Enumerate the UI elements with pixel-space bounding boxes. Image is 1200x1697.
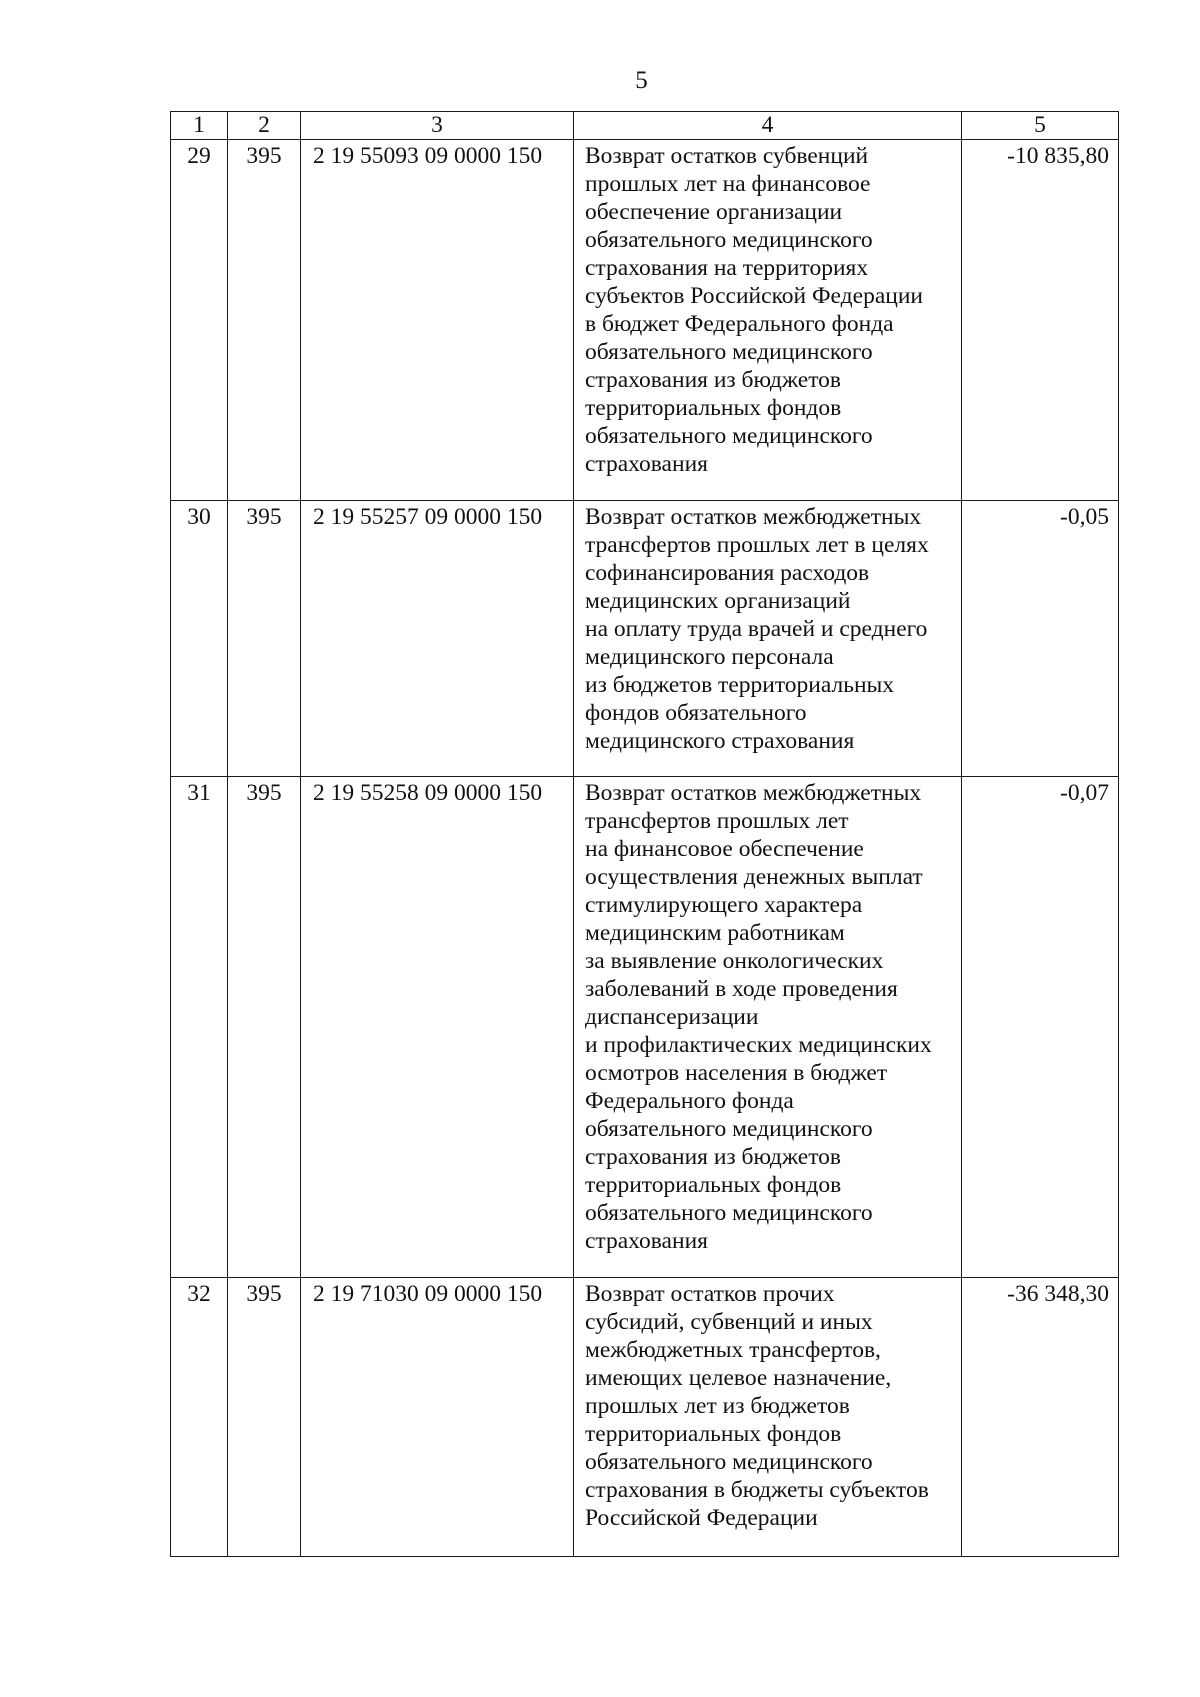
admin-code: 395 — [228, 777, 301, 1278]
row-number: 30 — [171, 501, 228, 777]
page-number: 5 — [635, 67, 648, 94]
budget-classification-code: 2 19 71030 09 0000 150 — [301, 1278, 574, 1557]
table-row — [171, 1278, 1119, 1557]
budget-classification-code: 2 19 55093 09 0000 150 — [301, 140, 574, 501]
amount: -36 348,30 — [962, 1278, 1119, 1557]
admin-code: 395 — [228, 140, 301, 501]
income-description: Возврат остатков межбюджетных трансфертов прошлых лет в целях софинансирования расходов медицинских организаций на оплату труда врачей и среднего медицинского персонала из бюджетов территориальных фондов обязательного медицинского страхования — [574, 501, 962, 777]
income-description: Возврат остатков прочих субсидий, субвенций и иных межбюджетных трансфертов, имеющих целевое назначение, прошлых лет из бюджетов территориальных фондов обязательного медицинского страхования в бюджеты субъектов Российской Федерации — [574, 1278, 962, 1557]
row-number: 32 — [171, 1278, 228, 1557]
admin-code: 395 — [228, 501, 301, 777]
table-row — [171, 140, 1119, 501]
amount: -0,05 — [962, 501, 1119, 777]
table-header-row — [171, 112, 1119, 140]
column-header-2: 2 — [228, 112, 301, 140]
table-row — [171, 501, 1119, 777]
income-description: Возврат остатков межбюджетных трансфертов прошлых лет на финансовое обеспечение осуществления денежных выплат стимулирующего характера медицинским работникам за выявление онкологических заболеваний в ходе проведения диспансеризации и профилактических медицинских осмотров населения в бюджет Федерального фонда обязательного медицинского страхования из бюджетов территориальных фондов обязательного медицинского страхования — [574, 777, 962, 1278]
column-header-5: 5 — [962, 112, 1119, 140]
income-description: Возврат остатков субвенций прошлых лет на финансовое обеспечение организации обязательного медицинского страхования на территориях субъектов Российской Федерации в бюджет Федерального фонда обязательного медицинского страхования из бюджетов территориальных фондов обязательного медицинского страхования — [574, 140, 962, 501]
budget-table — [170, 111, 1119, 1557]
budget-classification-code: 2 19 55257 09 0000 150 — [301, 501, 574, 777]
budget-classification-code: 2 19 55258 09 0000 150 — [301, 777, 574, 1278]
amount: -0,07 — [962, 777, 1119, 1278]
row-number: 31 — [171, 777, 228, 1278]
admin-code: 395 — [228, 1278, 301, 1557]
column-header-3: 3 — [301, 112, 574, 140]
column-header-4: 4 — [574, 112, 962, 140]
table-row — [171, 777, 1119, 1278]
row-number: 29 — [171, 140, 228, 501]
amount: -10 835,80 — [962, 140, 1119, 501]
column-header-1: 1 — [171, 112, 228, 140]
